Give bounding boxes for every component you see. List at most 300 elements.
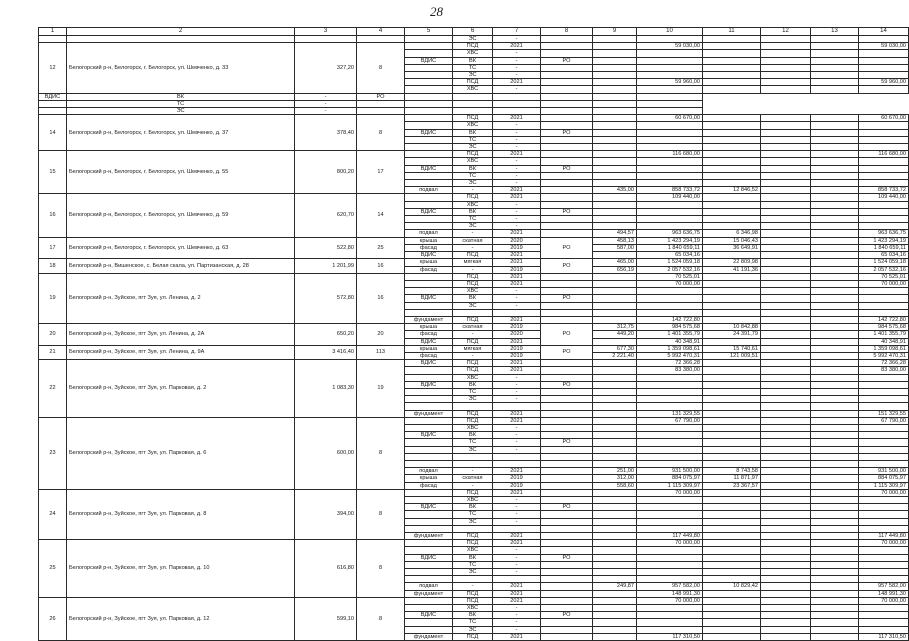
table-cell (637, 518, 703, 525)
table-cell: 2021 (493, 252, 541, 259)
table-cell (761, 554, 811, 561)
table-cell: 2021 (493, 259, 541, 266)
table-cell: - (493, 50, 541, 57)
table-cell: 465,00 (593, 259, 637, 266)
table-cell (761, 273, 811, 280)
table-cell (703, 612, 761, 619)
table-cell (703, 288, 761, 295)
table-cell (703, 576, 761, 583)
table-cell (811, 540, 859, 547)
table-cell: 2021 (493, 194, 541, 201)
table-cell (859, 554, 909, 561)
table-cell (405, 273, 453, 280)
table-cell (405, 496, 453, 503)
table-cell (761, 460, 811, 467)
table-cell (541, 50, 593, 57)
table-cell: Белогорский р-н, Зуйское, пгт Зуя, ул. Парковая, д. 8 (67, 489, 295, 539)
table-cell (357, 100, 405, 107)
table-cell: ХВС (453, 158, 493, 165)
table-cell (593, 525, 637, 532)
table-cell (593, 547, 637, 554)
table-cell: 12 (39, 43, 67, 93)
table-cell (811, 36, 859, 43)
table-cell (541, 388, 593, 395)
table-cell: ВК (453, 554, 493, 561)
table-cell: - (493, 381, 541, 388)
table-cell: 599,10 (295, 597, 357, 640)
table-cell (703, 172, 761, 179)
table-cell: ВК (453, 57, 493, 64)
table-cell: Белогорский р-н, Белогорск, г. Белогорск, ул. Шевченко, д. 37 (67, 115, 295, 151)
table-cell (541, 288, 593, 295)
table-cell (703, 50, 761, 57)
table-cell (811, 590, 859, 597)
table-cell (811, 626, 859, 633)
table-cell: 1 359 098,61 (859, 345, 909, 352)
table-cell (703, 633, 761, 640)
table-cell: ВДИС (405, 504, 453, 511)
table-cell (703, 316, 761, 323)
table-cell (811, 496, 859, 503)
table-cell (637, 288, 703, 295)
table-cell: 24 391,79 (703, 331, 761, 338)
table-cell (761, 547, 811, 554)
table-cell (637, 525, 703, 532)
table-cell: Белогорский р-н, Зуйское, пгт Зуя, ул. Ленина, д. 2А (67, 324, 295, 346)
table-cell (761, 568, 811, 575)
table-cell: крыша (405, 324, 453, 331)
table-cell: - (493, 136, 541, 143)
table-cell (811, 453, 859, 460)
table-cell (593, 554, 637, 561)
table-cell (593, 424, 637, 431)
table-cell: 1 423 294,19 (637, 237, 703, 244)
table-cell: 378,40 (295, 115, 357, 151)
table-cell (593, 43, 637, 50)
table-cell (637, 576, 703, 583)
table-cell (541, 360, 593, 367)
table-cell (859, 381, 909, 388)
table-cell (859, 496, 909, 503)
table-cell (541, 144, 593, 151)
table-cell: ПСД (453, 633, 493, 640)
table-cell (811, 64, 859, 71)
table-cell (637, 158, 703, 165)
table-cell: ХВС (453, 288, 493, 295)
table-cell (761, 619, 811, 626)
table-cell: 963 636,75 (637, 230, 703, 237)
table-cell (761, 288, 811, 295)
table-cell (405, 144, 453, 151)
table-cell (811, 489, 859, 496)
table-cell (703, 144, 761, 151)
table-cell: ЭС (453, 180, 493, 187)
table-cell: 36 649,91 (703, 244, 761, 251)
table-cell: ВДИС (405, 381, 453, 388)
table-cell (703, 273, 761, 280)
table-cell: РО (541, 237, 593, 259)
table-cell: ТС (453, 439, 493, 446)
table-cell: - (493, 223, 541, 230)
table-cell: 2021 (493, 532, 541, 539)
table-cell: 1 201,99 (295, 259, 357, 273)
table-cell: 435,00 (593, 187, 637, 194)
table-cell: 117 449,80 (859, 532, 909, 539)
table-cell: 1 524 059,18 (859, 259, 909, 266)
table-cell: 5 992 470,31 (637, 352, 703, 359)
table-cell (541, 172, 593, 179)
table-cell: 72 366,28 (637, 360, 703, 367)
table-cell: РО (357, 93, 405, 100)
table-cell (541, 482, 593, 489)
table-cell: фасад (405, 331, 453, 338)
table-cell (811, 504, 859, 511)
table-cell: 650,20 (295, 324, 357, 346)
table-cell: 3 416,40 (295, 345, 357, 359)
table-cell: подвал (405, 187, 453, 194)
table-cell (761, 511, 811, 518)
column-number: 5 (405, 28, 453, 36)
table-cell (593, 273, 637, 280)
table-cell: РО (541, 504, 593, 511)
table-cell: - (453, 230, 493, 237)
table-cell: - (493, 288, 541, 295)
table-cell (405, 172, 453, 179)
table-cell (405, 122, 453, 129)
table-cell: 312,75 (593, 324, 637, 331)
table-cell (811, 316, 859, 323)
table-cell: 15 046,43 (703, 237, 761, 244)
table-cell (637, 122, 703, 129)
table-cell (811, 151, 859, 158)
table-cell (811, 136, 859, 143)
table-cell (811, 367, 859, 374)
table-cell (593, 540, 637, 547)
table-cell (593, 432, 637, 439)
page-number: 28 (430, 4, 443, 19)
table-cell (761, 216, 811, 223)
table-cell (637, 619, 703, 626)
table-cell: 59 030,00 (637, 43, 703, 50)
table-cell (811, 633, 859, 640)
table-cell: Белогорский р-н, Зуйское, пгт Зуя, ул. Парковая, д. 6 (67, 417, 295, 489)
table-cell (593, 511, 637, 518)
table-cell: 109 440,00 (859, 194, 909, 201)
table-cell: 2021 (493, 367, 541, 374)
table-cell (637, 547, 703, 554)
table-cell (761, 230, 811, 237)
table-cell: 14 (357, 194, 405, 237)
table-cell: 19 (39, 273, 67, 323)
table-cell (541, 309, 593, 316)
table-cell (859, 374, 909, 381)
table-cell: ВК (67, 93, 295, 100)
table-cell (703, 180, 761, 187)
table-cell (637, 57, 703, 64)
table-cell (593, 79, 637, 86)
table-cell: подвал (405, 468, 453, 475)
table-cell (811, 280, 859, 287)
table-cell (859, 619, 909, 626)
table-cell (859, 525, 909, 532)
table-cell (703, 460, 761, 467)
table-cell: РО (541, 259, 593, 273)
table-cell: 2 057 532,16 (859, 266, 909, 273)
table-cell (703, 79, 761, 86)
table-cell (637, 561, 703, 568)
table-cell (637, 496, 703, 503)
table-cell (637, 172, 703, 179)
table-cell: Белогорский р-н, Белогорск, г. Белогорск, ул. Шевченко, д. 55 (67, 151, 295, 194)
table-cell: 800,20 (295, 151, 357, 194)
table-cell (405, 446, 453, 453)
table-cell (593, 72, 637, 79)
table-cell: 884 075,97 (859, 475, 909, 482)
table-cell (593, 122, 637, 129)
table-cell (811, 446, 859, 453)
table-cell: - (493, 619, 541, 626)
table-cell (493, 576, 541, 583)
table-cell (761, 136, 811, 143)
table-cell: 1 359 098,61 (637, 345, 703, 352)
table-cell (859, 518, 909, 525)
table-cell: 60 670,00 (637, 115, 703, 122)
table-cell (405, 561, 453, 568)
table-cell: - (493, 511, 541, 518)
table-cell (761, 172, 811, 179)
table-cell: - (493, 122, 541, 129)
table-cell: - (493, 158, 541, 165)
table-cell: 15 (39, 151, 67, 194)
table-cell: РО (541, 165, 593, 172)
table-cell: фасад (405, 244, 453, 251)
table-cell: ПСД (453, 532, 493, 539)
table-cell (405, 72, 453, 79)
table-cell (593, 208, 637, 215)
table-cell (859, 86, 909, 93)
table-cell (593, 288, 637, 295)
column-number: 6 (453, 28, 493, 36)
table-cell (811, 619, 859, 626)
table-row (39, 43, 909, 50)
column-number: 1 (39, 28, 67, 36)
table-cell: 131 329,55 (637, 410, 703, 417)
table-cell (859, 424, 909, 431)
table-cell (541, 417, 593, 424)
table-cell (405, 367, 453, 374)
table-cell (357, 108, 405, 115)
table-cell (811, 597, 859, 604)
table-cell (761, 561, 811, 568)
table-cell (761, 388, 811, 395)
table-cell (541, 547, 593, 554)
table-cell: 394,00 (295, 489, 357, 539)
table-cell (453, 403, 493, 410)
table-row (39, 324, 909, 331)
table-cell (405, 115, 453, 122)
table-cell (405, 79, 453, 86)
table-cell: РО (541, 57, 593, 64)
table-cell (541, 302, 593, 309)
table-cell: ЭС (453, 144, 493, 151)
table-cell: ХВС (453, 86, 493, 93)
table-cell: 2021 (493, 316, 541, 323)
table-cell: 25 (39, 540, 67, 598)
table-cell: 677,30 (593, 345, 637, 352)
table-cell (761, 295, 811, 302)
table-cell: ТС (453, 172, 493, 179)
table-cell: - (453, 331, 493, 338)
table-cell (405, 302, 453, 309)
table-cell (405, 223, 453, 230)
table-cell: ВДИС (405, 165, 453, 172)
table-cell (541, 64, 593, 71)
table-cell (453, 460, 493, 467)
table-row (39, 259, 909, 266)
table-cell (637, 626, 703, 633)
table-cell: ЭС (453, 302, 493, 309)
table-cell: 1 401 355,79 (859, 331, 909, 338)
table-cell: 17 (357, 151, 405, 194)
table-cell (761, 352, 811, 359)
table-cell: 458,13 (593, 237, 637, 244)
table-cell: - (453, 352, 493, 359)
table-cell: - (493, 64, 541, 71)
table-cell (593, 374, 637, 381)
table-cell (405, 216, 453, 223)
table-cell (593, 316, 637, 323)
table-cell (703, 388, 761, 395)
table-cell (761, 194, 811, 201)
table-cell (859, 568, 909, 575)
table-cell: 312,00 (593, 475, 637, 482)
table-cell: - (493, 439, 541, 446)
table-cell: 40 348,91 (637, 338, 703, 345)
table-row (39, 237, 909, 244)
table-cell: крыша (405, 475, 453, 482)
table-cell (593, 36, 637, 43)
table-row (39, 108, 909, 115)
table-cell: 858 733,72 (637, 187, 703, 194)
table-cell (541, 36, 593, 43)
table-cell: - (493, 561, 541, 568)
table-cell (859, 504, 909, 511)
table-cell (593, 604, 637, 611)
column-number-header (39, 28, 909, 36)
table-cell: - (493, 129, 541, 136)
table-cell (541, 604, 593, 611)
table-cell: 2021 (493, 410, 541, 417)
table-row (39, 489, 909, 496)
table-cell (859, 446, 909, 453)
table-cell: ВК (453, 208, 493, 215)
table-cell (761, 266, 811, 273)
column-number: 10 (637, 28, 703, 36)
table-cell (405, 525, 453, 532)
table-cell: 21 (39, 345, 67, 359)
table-cell (761, 115, 811, 122)
table-cell: 8 (357, 115, 405, 151)
table-cell (859, 309, 909, 316)
table-cell (541, 230, 593, 237)
table-cell (405, 151, 453, 158)
table-cell (593, 302, 637, 309)
table-cell: - (453, 187, 493, 194)
table-cell (493, 453, 541, 460)
table-cell: 26 (39, 597, 67, 640)
table-cell (859, 72, 909, 79)
table-cell: ПСД (453, 367, 493, 374)
table-cell (703, 597, 761, 604)
table-cell (405, 511, 453, 518)
table-cell (703, 504, 761, 511)
table-cell (811, 295, 859, 302)
table-cell (859, 561, 909, 568)
table-cell (703, 453, 761, 460)
table-cell: 5 992 470,31 (859, 352, 909, 359)
table-cell (541, 403, 593, 410)
table-cell: - (493, 547, 541, 554)
table-cell (541, 396, 593, 403)
table-cell (593, 360, 637, 367)
table-cell (637, 72, 703, 79)
table-cell: 109 440,00 (637, 194, 703, 201)
table-cell: ПСД (453, 43, 493, 50)
table-cell (593, 86, 637, 93)
table-cell: 70 000,00 (859, 280, 909, 287)
table-cell (593, 216, 637, 223)
table-cell (811, 576, 859, 583)
table-cell (637, 129, 703, 136)
table-cell (637, 604, 703, 611)
table-cell (593, 633, 637, 640)
table-cell (811, 583, 859, 590)
table-cell (541, 216, 593, 223)
column-number: 13 (811, 28, 859, 36)
table-row (39, 115, 909, 122)
table-cell (593, 403, 637, 410)
table-cell (761, 331, 811, 338)
table-cell: 2019 (493, 324, 541, 331)
table-cell: скатная (453, 237, 493, 244)
table-cell (811, 309, 859, 316)
table-cell (703, 626, 761, 633)
table-cell (761, 612, 811, 619)
table-cell (811, 388, 859, 395)
table-cell (703, 36, 761, 43)
table-cell: 449,20 (593, 331, 637, 338)
table-cell: 2019 (493, 244, 541, 251)
table-cell (593, 136, 637, 143)
table-cell (859, 57, 909, 64)
table-cell: 15 740,61 (703, 345, 761, 352)
table-cell: - (493, 72, 541, 79)
capital-repair-table (38, 27, 909, 641)
table-cell (405, 547, 453, 554)
table-cell: фундамент (405, 316, 453, 323)
table-cell (453, 93, 493, 100)
table-cell: ВК (453, 165, 493, 172)
table-cell: ЭС (453, 568, 493, 575)
table-cell: - (493, 424, 541, 431)
table-cell (811, 187, 859, 194)
table-cell: 70 000,00 (859, 597, 909, 604)
table-cell: фундамент (405, 590, 453, 597)
table-cell (761, 626, 811, 633)
table-cell: ЭС (453, 36, 493, 43)
table-cell (761, 259, 811, 266)
table-cell: 494,57 (593, 230, 637, 237)
